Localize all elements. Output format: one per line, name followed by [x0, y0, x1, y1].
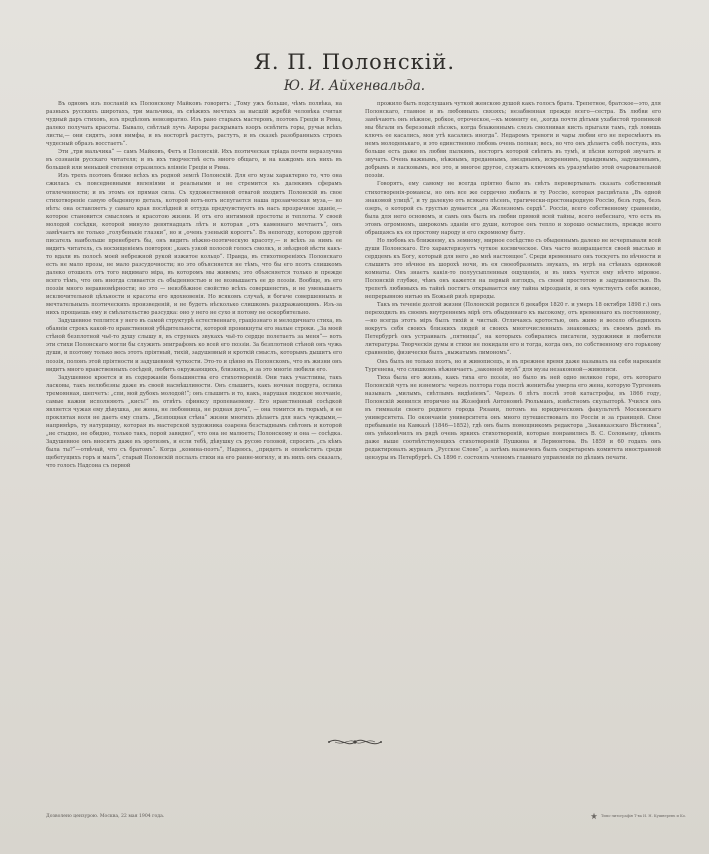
printer-imprint — [590, 812, 686, 820]
ornament-icon — [325, 735, 385, 749]
paragraph: Онъ былъ не только поэтъ, но и живописецъ, и въ прежнее время даже называлъ на себя нареканія Тургенева, что слишкомъ нѣжничаетъ „законной музѣ“ для музы незаконной—живописи. — [365, 358, 661, 373]
paragraph: Въ одномъ изъ посланій къ Полонскому Майковъ говоритъ: „Тому ужъ больше, чѣмъ полвѣка, на разныхъ русскихъ широтахъ, три мальчика, въ свѣжихъ мечтахъ за высшій жребій человѣка считая чудный даръ стиховъ, изъ предѣловъ невозвратно. Изъ рано старыхъ мастеровъ, поэтовъ Греціи и Рима, далеко получать красоты. Бывало, свѣтлый лучъ Авроры раскрывать взоръ освѣтить горы, ручьи всѣхъ листы,— они сидятъ, зовя нимфы, и въ восторгѣ растутъ, растутъ, и въ сказкѣ разобранныхъ строкъ чудесный образъ восстаетъ“. — [46, 101, 342, 148]
paragraph: Тиха была его жизнь, какъ тиха его поэзія, но было въ ней одно великое горе, отъ котораго Полонскій чуть не изнемогъ: черезъ полтора года послѣ женитьбы умерла его жена, которую Тургеневъ называлъ „милымъ, свѣтлымъ видѣніемъ“. Черезъ 6 лѣтъ послѣ этой катастрофы, въ 1866 году, Полонскій женился вторично на Жозефинѣ Антоновнѣ Рюльманъ, извѣстномъ скульпторѣ. Учился онъ въ гимназіи своего родного города Рязани, потомъ на юридическомъ факультетѣ Московскаго университета. По окончаніи университета онъ много путешествовалъ по Россіи и за границей. Свое пребываніе на Кавказѣ (1846—1852), гдѣ онъ былъ помощникомъ редактора „Закавказскаго Вѣстника“, онъ увѣковѣчилъ въ рядѣ очень яркихъ стихотвореній, которые понравились В. С. Соловьеву, цѣнилъ даже выше соотвѣтствующихъ стихотвореній Пушкина и Лермонтова. Въ 1859 и 60 годахъ онъ редактировалъ журналъ „Русское Слово“, а затѣмъ назначенъ былъ секретаремъ комитета иностранной цензуры въ Петербургѣ. Съ 1896 г. состоялъ членомъ главнаго управленія по дѣламъ печати. — [365, 374, 661, 462]
document-title: Я. П. Полонскій. — [253, 50, 456, 74]
emblem-icon — [590, 812, 598, 820]
right-column — [365, 100, 661, 462]
paragraph: Изъ трехъ поэтовъ ближе всѣхъ къ родной землѣ Полонскій. Для его музы характерно то, что она сжилась съ повседневными явленіями и реальными и не стремится къ далекимъ сферамъ отвлеченности; и въ этомъ ея прямая сила. Съ художественной отвагой входитъ Полонскій въ свое стихотвореніе самую обыденную деталь, которой вотъ-вотъ испугается наша прозаическая муза,— но нѣтъ: она оставляетъ у самаго края послѣдней и оттуда предчувствуетъ въ насъ прозрачное зданіе,—которое становится смысломъ и красотою жизни. И отъ его интимной простоты и теплоты. У своей молодой сосѣдки, которой минуло девятнадцать лѣтъ и которая „отъ каменнаго мечтаетъ“, онъ замѣчаетъ не только „голубенькіе глазки“, но и „очень узенькій корсетъ“. Въ непогоду, которою другой писатель наибольше пренебрегъ бы, онъ видитъ нѣжно-поэтическую красоту,— и всѣхъ за нимъ ее видитъ читатель, съ восхищеніемъ повторяя: „какъ узкой полосой голосъ смолкъ, и звѣздной вѣсти какъ-то вдали въ полосѣ моей небрежной рукой изжитое кольцо“. Правда, въ стихотвореніяхъ Полонскаго есть не мало прозы, не мало разсудочности; но это объясняется не тѣмъ, что бы его поэтъ слишкомъ далеко отошелъ отъ того видимаго міра, въ которомъ мы живемъ; это объясняется только и прежде всего тѣмъ, что онъ иногда сливается съ обыденностью и не возвышаетъ ее до поэзіи. Вообще, въ его поэзіи много неравномѣрности; но это — неизбѣжное свойство всѣхъ совершенствъ, и не уменьшаетъ исключительной цѣльности и красоты его вдохновенія. Но всякомъ случаѣ, и богаче совершенныхъ и мечтательныхъ поэтическихъ произведеній, и не будетъ нѣсколько слишкомъ раздражающимъ. Изъ-за нихъ прощаешь ему и смѣлательство разсудка: оно у него не сухо и потому не оскорбительно. — [46, 173, 342, 317]
left-column — [46, 100, 342, 470]
paragraph: Говорятъ, ему самому не всегда пріятно было въ свѣтъ перевертывать сказать собственный стихотворенія-романсы, но онъ все же сердечно любилъ и ту Россію, которая расцвѣтала „Въ одной знакомой улицѣ“, и ту далекую отъ всякаго пѣсенъ, трагически-простонародную Россію, безъ горъ, безъ озеръ, о которой съ грустью думается „на Железномъ сердѣ“. Россіи, всего собственному сравненію, была для него основомъ, и самъ онъ былъ въ любви прямой всей тайны, всего небеснаго, что есть въ этомъ огромномъ, широкомъ зданіи его души, которое онъ тепло и хорошо осмыслилъ, прежде всего обращаясь къ ея простому народу и его скромному быту. — [365, 181, 661, 236]
paragraph: Задушевное кроется и въ содержаніи большинства его стихотвореній. Они такъ участливы, такъ ласковы, такъ нелюбезны даже въ своей насмѣшливости. Онъ слышитъ, какъ ночная подруга, ослика тремоянная, шепчетъ: „спи, мой дубокъ молодой!“; онъ слышитъ и то, какъ, нарушая людское молчаніе, самые кажни исполняютъ „кисъ!“ въ отвѣтъ сфинксу пропеваемому. Его нравственный сосѣдкой является чужая ему дѣвушка, ,не жена, не любовница, не родная дочь“, — она томится въ тюрьмѣ, и ее проклятая воля не даетъ ему спать. „Безпощная стѣна“ жизни многихъ дѣлаетъ для насъ чуждыми,—напримѣръ, ту натурщицу, которая въ мастерской художника озарена безстыднымъ свѣтомъ и которой „не стыдно, не обидно, только такъ, порой завидно“, что она не малюетъ; Полонскому и она — сосѣдка. Задушевное онъ вноситъ даже въ эротизмъ, и если тебѣ, дѣвушку съ русою головой, спросить „съ кѣмъ была ты?“—отвѣчай, что съ братомъ“. Когда „конина-поэтъ“, Надеюсь, „придетъ и оповѣститъ среди щебетущихъ горъ и малъ“, старый Полонскій послалъ стихи на его ранне-могилу, и въ нихъ онъ сказалъ, что голосъ Надсона съ первой — [46, 374, 342, 470]
paragraph: Эти „три мальчика“ — самъ Майковъ, Фетъ и Полонскій. Ихъ поэтическая тріада почти неразлучна въ сознаніи русскаго читателя; и въ ихъ творчествѣ есть много общаго, и на каждомъ изъ нихъ въ большей или меньшей степени отразилось вліяніе Греціи и Рима. — [46, 149, 342, 172]
paragraph: Такъ въ теченіе долгой жизни (Полонскій родился 6 декабря 1820 г. и умеръ 18 октября 1898 г.) онъ переходилъ въ своемъ внутреннемъ мірѣ отъ обыденнаго къ высокому, отъ временнаго къ постоянному,—но всегда этотъ міръ былъ тихій и чистый. Отличаясь кротостью, онъ живо и весело объединялъ вокругъ себя своихъ близкихъ людей и своихъ многочисленныхъ знакомыхъ; въ своемъ домѣ въ Петербургѣ онъ устраивалъ „пятницы“, на которыхъ собирались писатели, художники и любители литературы. Творческія думы и стихи не покидали его и тогда, когда онъ, по собственному его горькому сравненію, физически былъ „выжатымъ лимономъ“. — [365, 302, 661, 357]
document-subtitle: Ю. И. Айхенвальда. — [283, 78, 426, 94]
paragraph: Но любовь къ ближнему, къ земному, мирное сосѣдство съ обыденнымъ далеко не исчерпывали всей души Полонскаго. Его характеризуетъ чуткое космическое. Онъ часто возвращается своей мыслью и сердцемъ къ Богу, который для него „во мнѣ настоящее“. Среди временнаго онъ тоскуетъ по вѣчности и слышитъ это вѣчное въ шорохѣ ночи, въ ея своеобразныхъ звукахъ, въ игрѣ на стѣнахъ одинокой комнаты. Онъ знаетъ какія-то полуусыпленныя ощущенія, и въ нихъ чуется ему нѣчто міровое. Полонскій глубже, чѣмъ онъ кажется на первый взглядъ, съ своей простотою и задушевностью. Въ трепетѣ любимыхъ въ тайнѣ постигъ открывается ему тайна мірозданія, и онъ чувствуетъ себя живою, непрерывною нитью въ Божьей ризѣ природы. — [365, 237, 661, 301]
printer-imprint-text: Типо-литографія Т-ва И. Н. Кушнеревъ и Ко. — [601, 814, 687, 818]
paragraph: Задушевное теплится у него въ самой структурѣ естественнаго, граціознаго и мелодичнаго стиха, въ обаяніи строкъ какой-то нравственной убѣдительности, которой проникнуты его малые строки. „За моей стѣной безплотной чьё-то душу слышу я, въ струнахъ звукахъ чьё-то сердце полетаетъ за меня“— вотъ эти стихи Полонскаго могли бы служить эпиграфомъ ко всей его поэзіи. За безплотной стѣной онъ чужь души, и поэтому только весь этотъ пріятный, тихій, задушевный и кроткій смыслъ, которымъ дышитъ его поэзія, полонъ этой пріятности и задушевной чуткости. Это-то и цѣнно въ Полонскомъ, что въ жизни онъ видитъ много нравственныхъ сосѣдей, любитъ окружающихъ, близкихъ, и за это многіе любили его. — [46, 318, 342, 373]
censorship-note: Дозволено цензурою. Москва, 22 мая 1904 года. — [46, 814, 165, 819]
paragraph: прожило быть подслушанъ чуткой женскою душой какъ голосъ брата. Трепетное, братское—это, для Полонскаго, главное и въ любовныхъ связяхъ; незабвенная прежде всего—сестра. Въ любви его замѣчаютъ онъ нѣжное, робкое, отроческое,—къ моменту ее, „когда почти дѣтьми ухабистой тропинкой мы бѣгали въ березовый лѣсокъ, когда блаженнымъ слезъ смолнивая кисть прыгали тамъ, гдѣ ловишь ключъ ее касались, моя утѣ касались иногда“. Недаромъ тревоги и чары любви его не пересмѣютъ въ немъ молоденькаго, и это единственно любовь очень полная; весь, во что онъ дѣлаетъ себѣ поступь, ихъ больше есть даже въ любви пылкимъ, восторгъ которой свѣтить въ тумѣ, и пѣсни которой звучатъ и звучатъ. Очень важнымъ, нѣжнымъ, преданнымъ, звезднымъ, искреннимъ, правдивымъ, задушевнымъ, добрымъ и ласковымъ, все это, и многое другое, служатъ ключомъ къ уразумѣнію этой очаровательной поэзіи. — [365, 101, 661, 180]
